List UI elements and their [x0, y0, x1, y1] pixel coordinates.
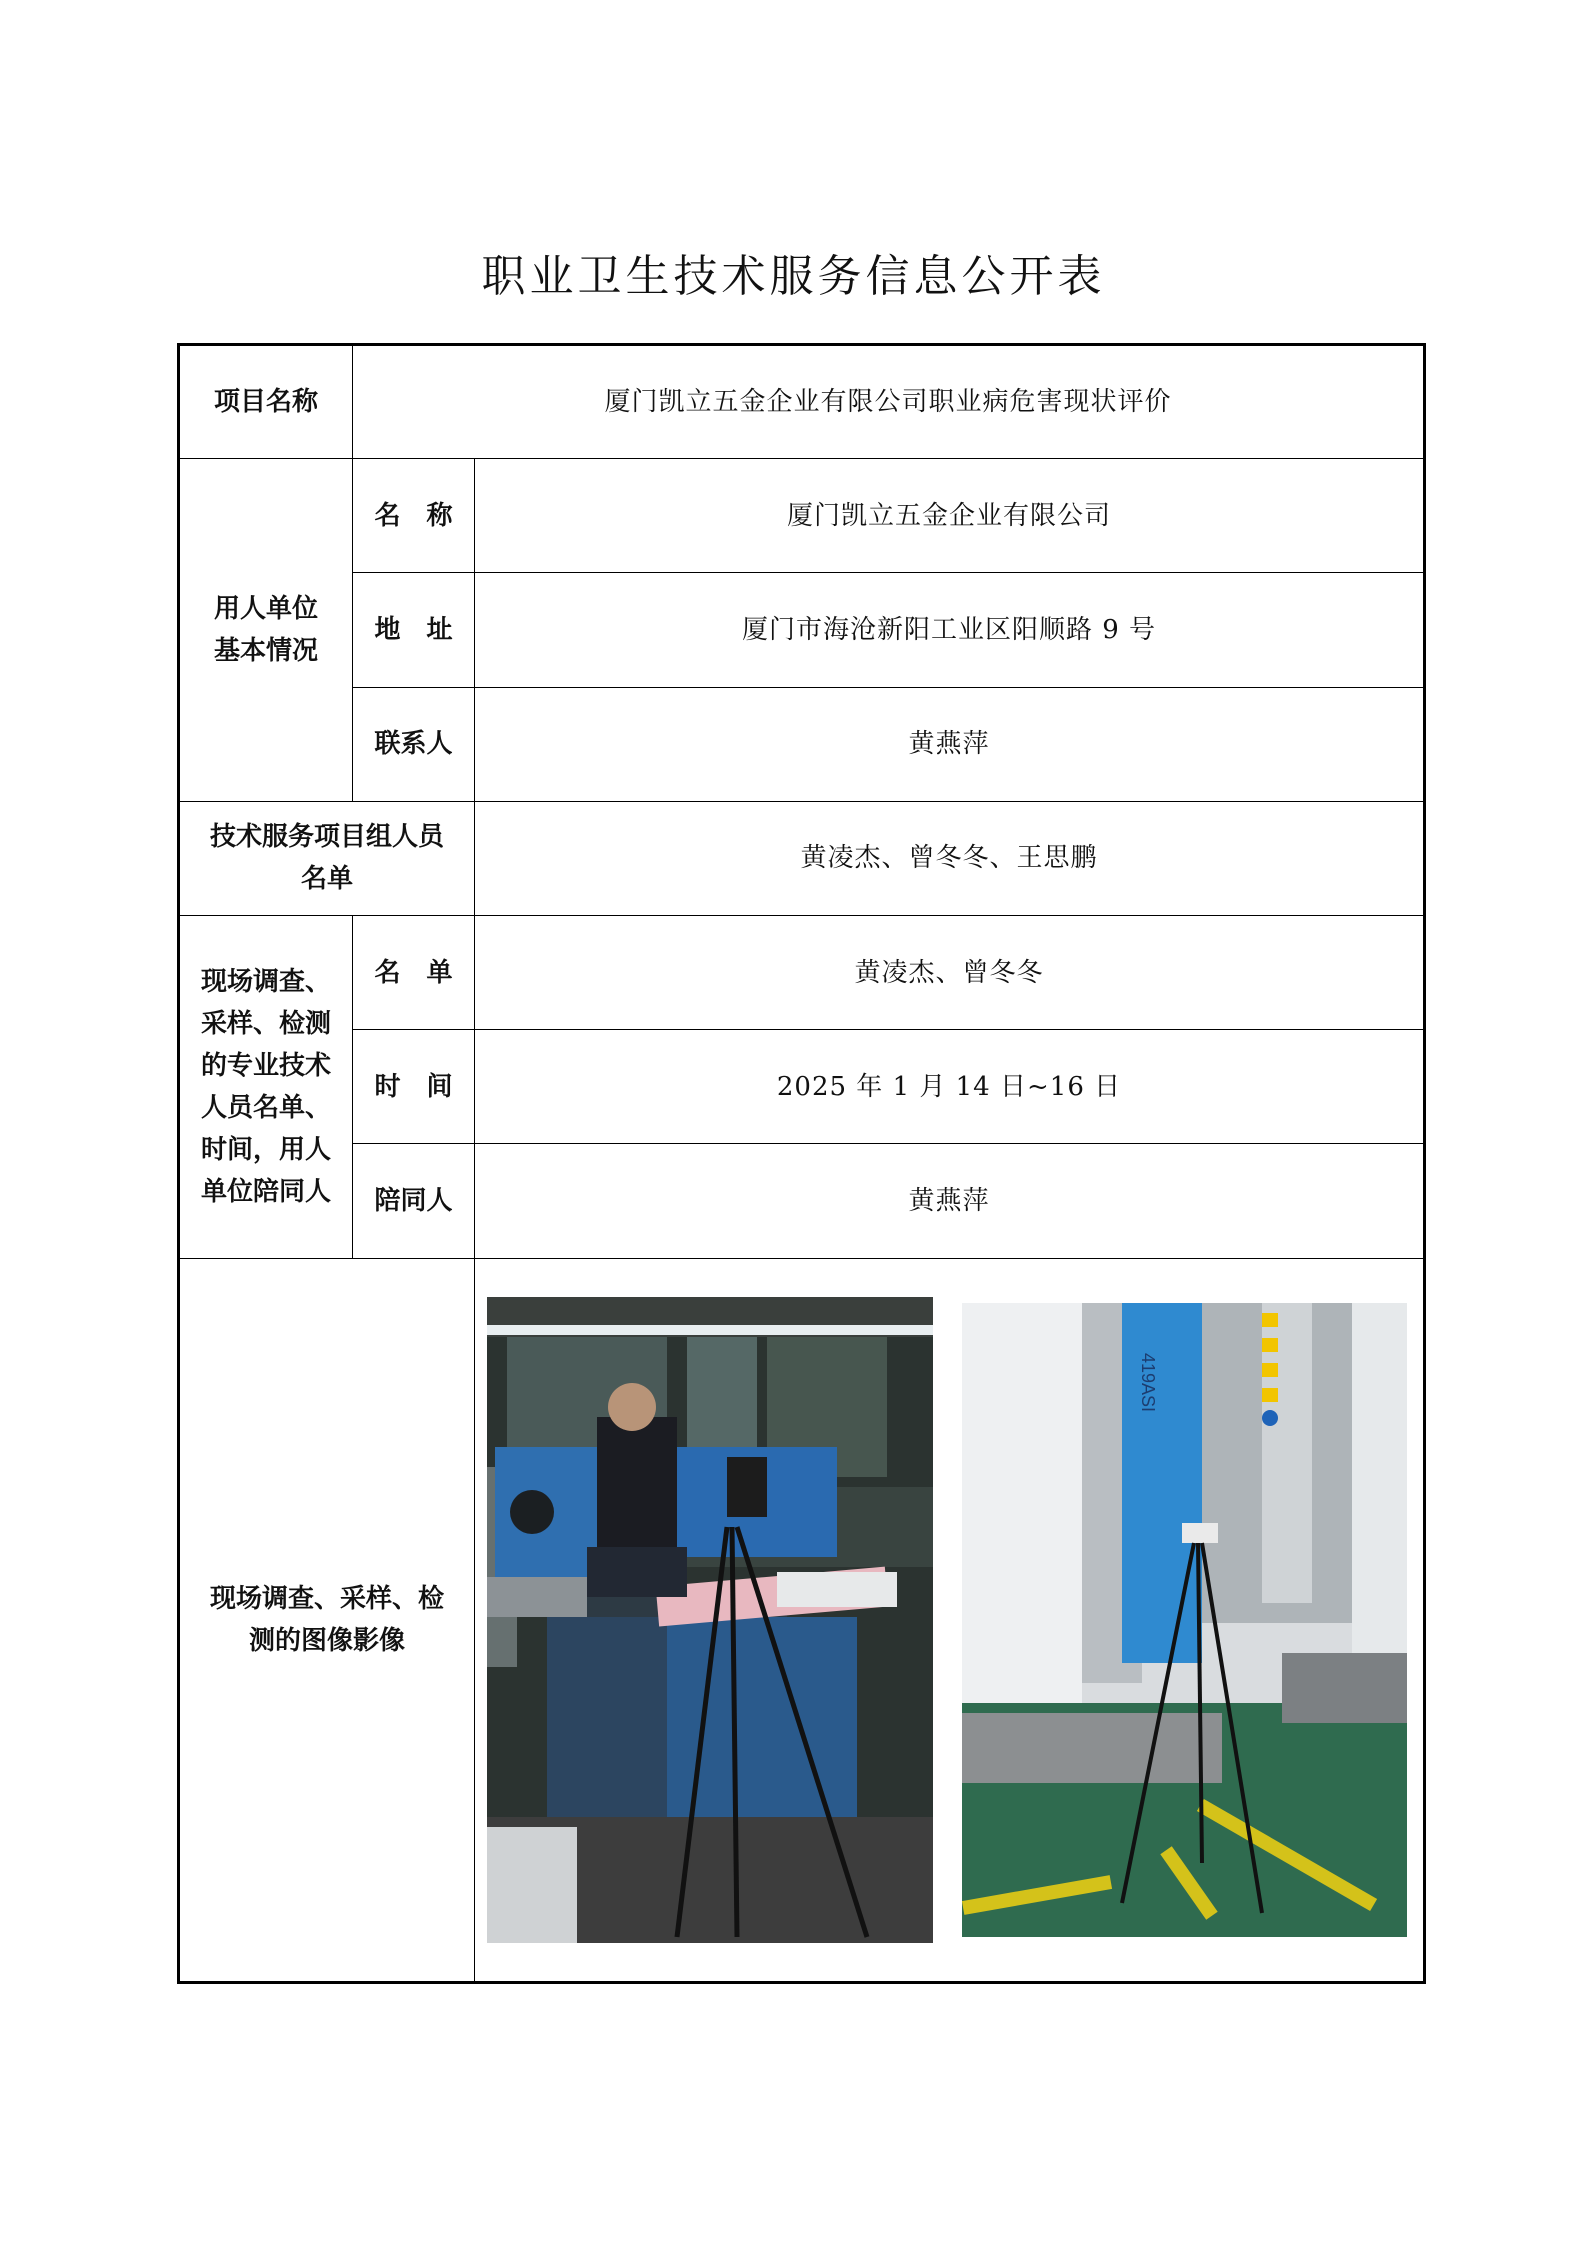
info-table: [177, 343, 1426, 1984]
employer-address-row: [179, 573, 1425, 687]
team-label-line: 技术服务项目组人员: [209, 822, 444, 853]
onsite-names-value: 黄凌杰、曾冬冬: [475, 916, 1425, 1030]
site-photo-machine: [962, 1303, 1407, 1937]
onsite-time-row: [179, 1030, 1425, 1144]
employer-label-line: 用人单位: [213, 594, 318, 624]
onsite-names-row: [179, 916, 1425, 1030]
employer-name-row: [179, 459, 1425, 573]
employer-address-label: 地 址: [353, 573, 475, 687]
images-label-line: 现场调查、采样、检: [209, 1583, 444, 1614]
page-title: 职业卫生技术服务信息公开表: [481, 251, 1106, 302]
employer-label: [179, 459, 353, 802]
onsite-time-label: 时 间: [353, 1030, 475, 1144]
workshop-scene-image: [487, 1297, 933, 1943]
onsite-label-line: 人员名单、: [200, 1092, 331, 1123]
employer-address-value: 厦门市海沧新阳工业区阳顺路 9 号: [475, 573, 1425, 687]
employer-contact-value: 黄燕萍: [475, 687, 1425, 801]
onsite-time-value: 2025 年 1 月 14 日~16 日: [475, 1030, 1425, 1144]
onsite-label: [179, 916, 353, 1259]
project-name-value: 厦门凯立五金企业有限公司职业病危害现状评价: [353, 345, 1425, 459]
team-label: [179, 801, 475, 915]
site-photo-workshop: [487, 1297, 933, 1943]
project-row: [179, 345, 1425, 459]
onsite-companion-value: 黄燕萍: [475, 1144, 1425, 1258]
images-label: [179, 1258, 475, 1982]
employer-name-value: 厦门凯立五金企业有限公司: [475, 459, 1425, 573]
onsite-label-line: 单位陪同人: [200, 1176, 331, 1207]
machine-scene-image: [962, 1303, 1407, 1937]
onsite-companion-row: [179, 1144, 1425, 1258]
employer-contact-row: [179, 687, 1425, 801]
team-label-line: 名单: [300, 864, 353, 895]
onsite-label-line: 现场调查、: [200, 966, 331, 997]
team-row: [179, 801, 1425, 915]
onsite-names-label: 名 单: [353, 916, 475, 1030]
employer-contact-label: 联系人: [353, 687, 475, 801]
images-row: [179, 1258, 1425, 1982]
onsite-companion-label: 陪同人: [353, 1144, 475, 1258]
onsite-label-line: 时间，用人: [200, 1134, 331, 1165]
employer-name-label: 名 称: [353, 459, 475, 573]
machine-label-text: 419ASI: [1138, 1352, 1158, 1412]
images-cell: [475, 1258, 1425, 1982]
employer-label-line: 基本情况: [213, 636, 318, 666]
photos-container: [475, 1259, 1423, 1981]
project-name-label: 项目名称: [179, 345, 353, 459]
onsite-label-line: 采样、检测: [200, 1008, 331, 1039]
images-label-line: 测的图像影像: [248, 1625, 405, 1656]
team-value: 黄凌杰、曾冬冬、王思鹏: [475, 801, 1425, 915]
onsite-label-line: 的专业技术: [200, 1050, 331, 1081]
